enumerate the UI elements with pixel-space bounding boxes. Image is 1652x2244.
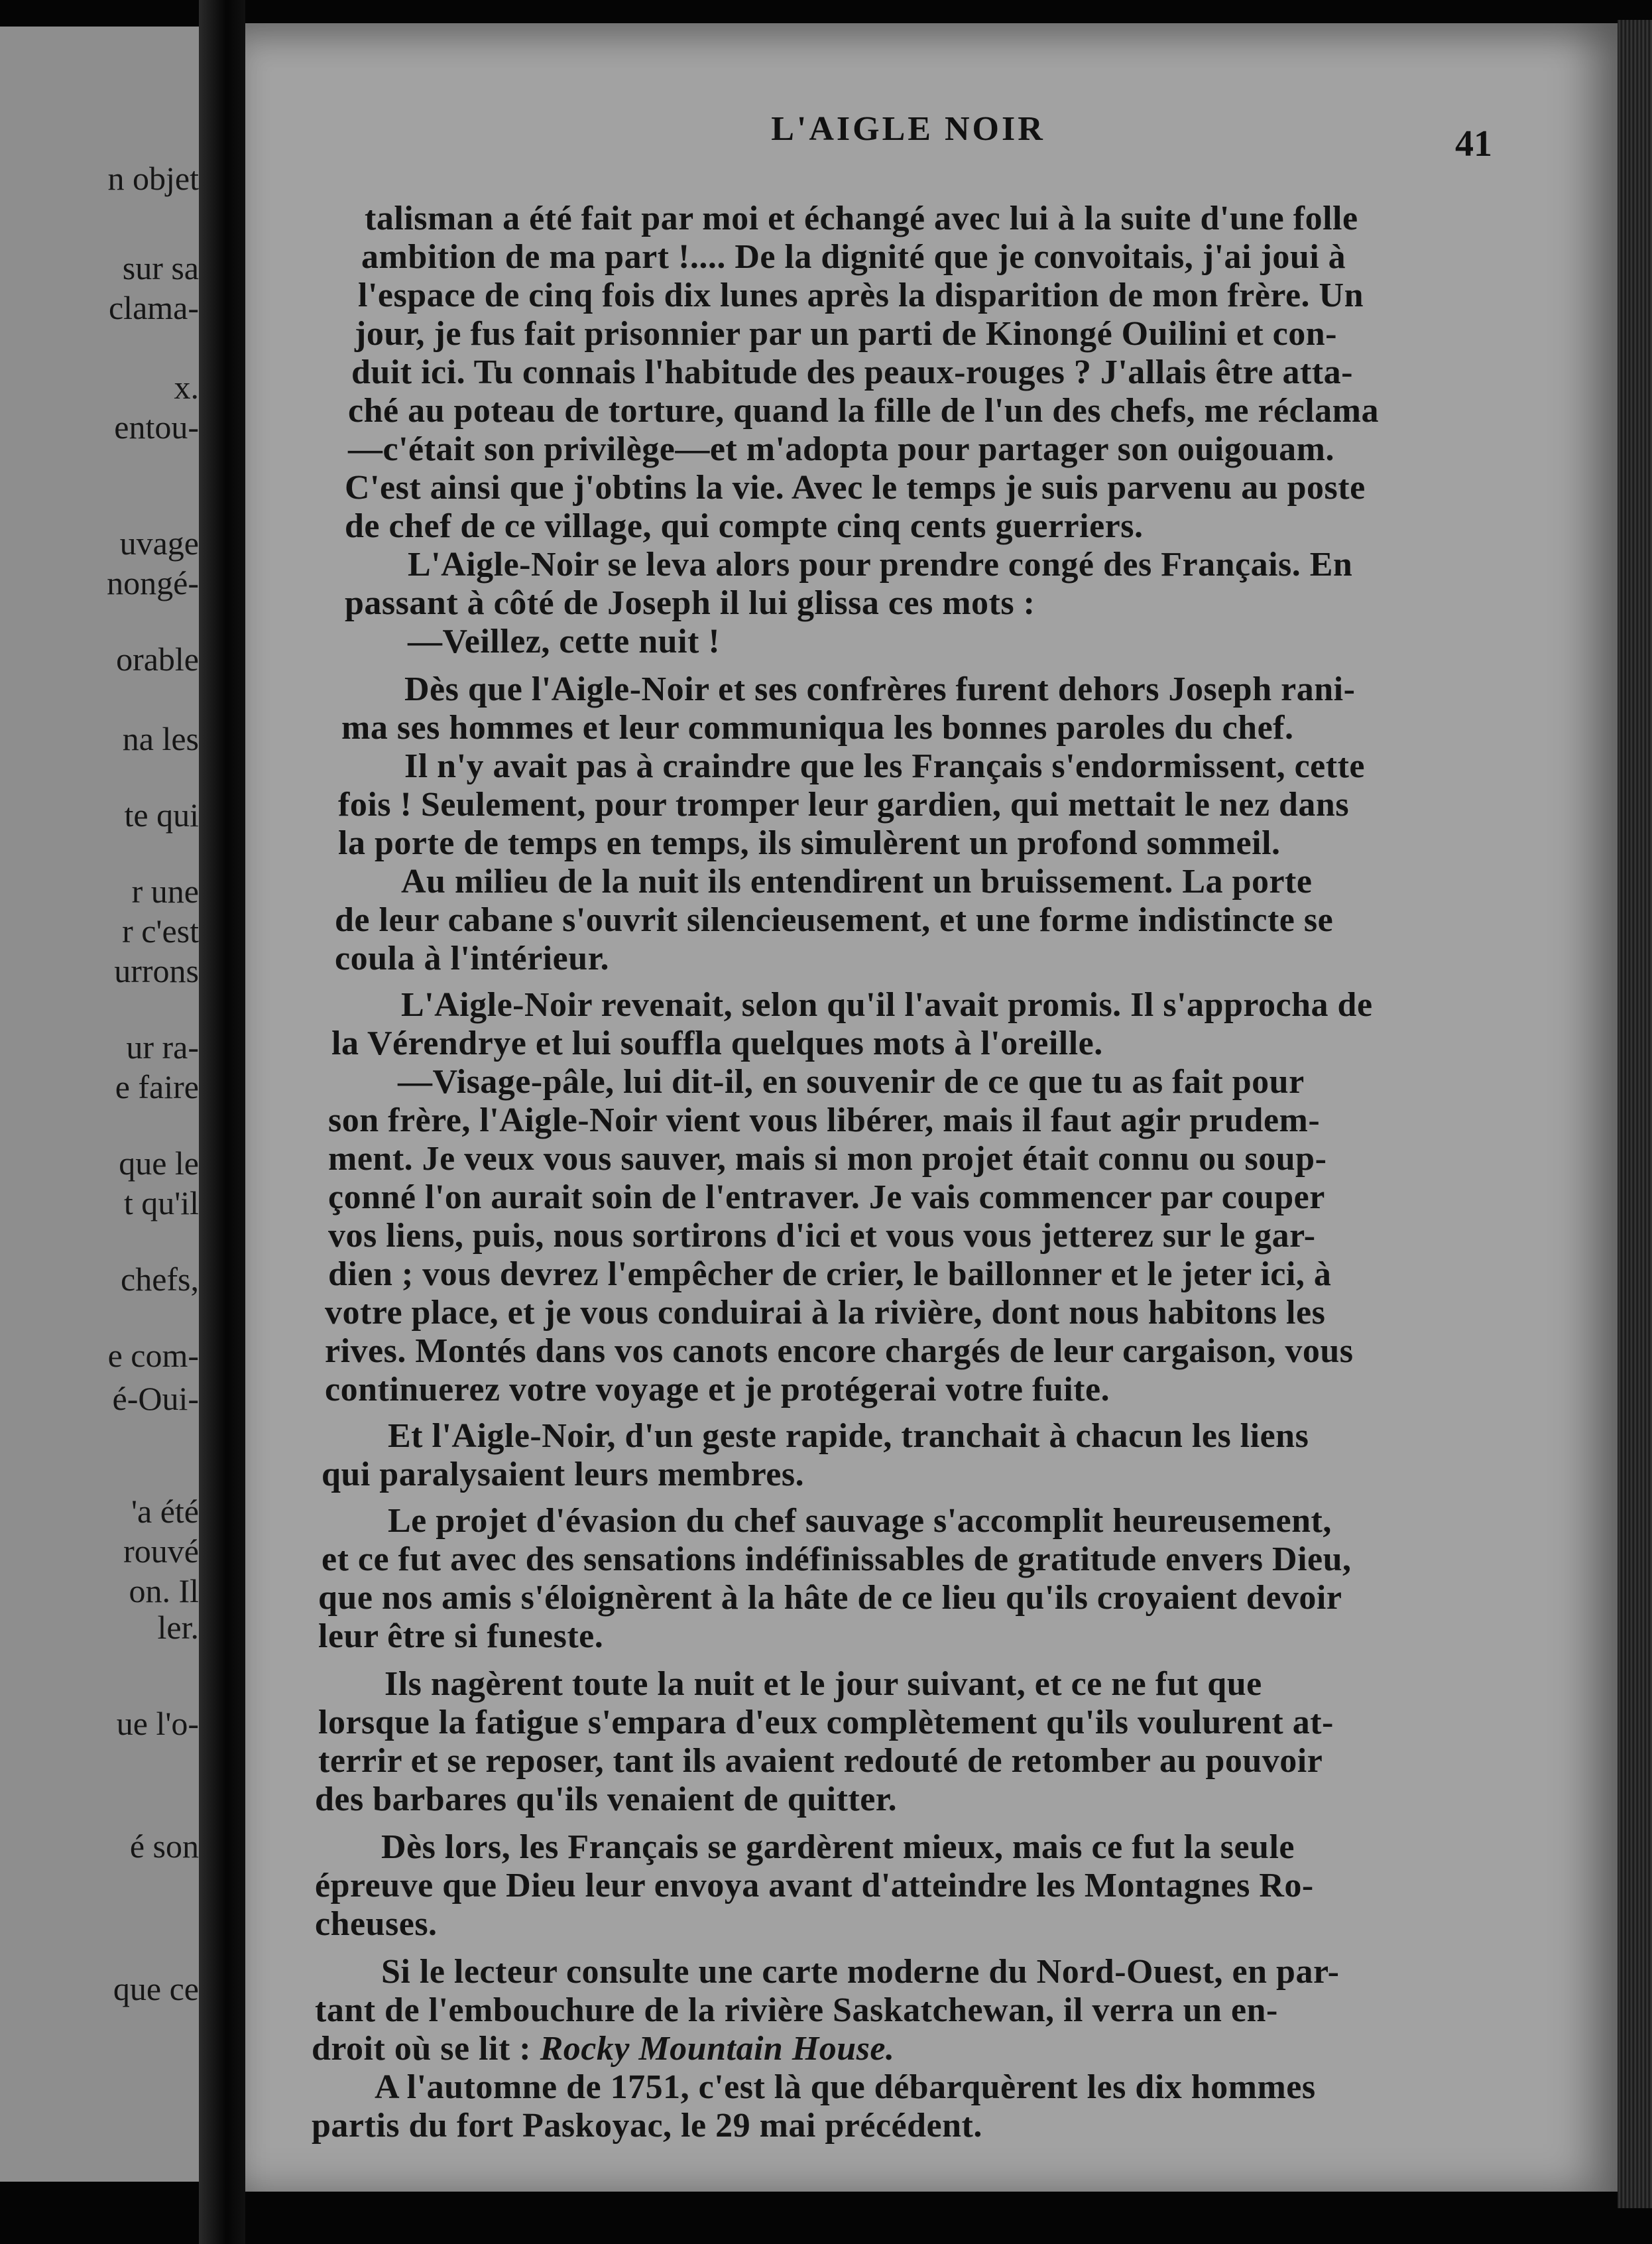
text-line: partis du fort Paskoyac, le 29 mai précédent. bbox=[312, 2107, 982, 2145]
left-fragment: ur ra- bbox=[126, 1028, 199, 1066]
text-line: rives. Montés dans vos canots encore chargés de leur cargaison, vous bbox=[325, 1332, 1354, 1370]
text-line: duit ici. Tu connais l'habitude des peaux-rouges ? J'allais être atta- bbox=[351, 353, 1353, 391]
text-line: vos liens, puis, nous sortirons d'ici et vous vous jetterez sur le gar- bbox=[328, 1217, 1316, 1255]
left-fragment: na les bbox=[122, 720, 199, 757]
text-line: Il n'y avait pas à craindre que les Français s'endormissent, cette bbox=[404, 747, 1365, 785]
text-line: Dès lors, les Français se gardèrent mieux, mais ce fut la seule bbox=[381, 1828, 1295, 1866]
left-fragment: é son bbox=[129, 1828, 199, 1865]
text-line: qui paralysaient leurs membres. bbox=[322, 1456, 805, 1493]
running-head: L'AIGLE NOIR bbox=[771, 110, 1045, 148]
text-line: la Vérendrye et lui souffla quelques mots à l'oreille. bbox=[331, 1025, 1103, 1062]
left-fragment: x. bbox=[174, 369, 199, 406]
text-line: Ils nagèrent toute la nuit et le jour suivant, et ce ne fut que bbox=[384, 1665, 1262, 1703]
text-line: de chef de ce village, qui compte cinq cents guerriers. bbox=[345, 507, 1144, 545]
text-line: —Veillez, cette nuit ! bbox=[408, 623, 721, 660]
text-line: A l'automne de 1751, c'est là que débarquèrent les dix hommes bbox=[375, 2068, 1316, 2106]
text-line: coula à l'intérieur. bbox=[335, 940, 609, 977]
left-fragment: r une bbox=[131, 873, 199, 910]
left-fragment: ler. bbox=[157, 1609, 199, 1646]
text-line: jour, je fus fait prisonnier par un parti de Kinongé Ouilini et con- bbox=[355, 315, 1337, 353]
text-line: terrir et se reposer, tant ils avaient redouté de retomber au pouvoir bbox=[318, 1742, 1323, 1780]
text-line: L'Aigle-Noir revenait, selon qu'il l'avait promis. Il s'approcha de bbox=[401, 986, 1373, 1024]
text-line: Dès que l'Aigle-Noir et ses confrères furent dehors Joseph rani- bbox=[404, 670, 1356, 708]
page-number: 41 bbox=[1455, 123, 1492, 164]
text-line: L'Aigle-Noir se leva alors pour prendre congé des Français. En bbox=[408, 546, 1353, 584]
text-line: çonné l'on aurait soin de l'entraver. Je vais commencer par couper bbox=[328, 1178, 1325, 1216]
text-line: ment. Je veux vous sauver, mais si mon projet était connu ou soup- bbox=[328, 1140, 1327, 1178]
left-fragment: clama- bbox=[108, 289, 199, 326]
left-fragment: entou- bbox=[114, 408, 199, 446]
left-fragment: t qu'il bbox=[123, 1184, 199, 1221]
left-fragment: urrons bbox=[114, 952, 199, 989]
left-fragment: chefs, bbox=[121, 1261, 199, 1298]
text-line: C'est ainsi que j'obtins la vie. Avec le temps je suis parvenu au poste bbox=[345, 469, 1366, 507]
left-fragment: nongé- bbox=[107, 564, 199, 601]
left-facing-page bbox=[0, 27, 199, 2182]
text-line: fois ! Seulement, pour tromper leur gardien, qui mettait le nez dans bbox=[338, 786, 1350, 824]
left-fragment: é-Oui- bbox=[112, 1380, 199, 1417]
text-line: cheuses. bbox=[315, 1905, 438, 1943]
text-line: leur être si funeste. bbox=[318, 1617, 604, 1655]
text-line: votre place, et je vous conduirai à la rivière, dont nous habitons les bbox=[325, 1294, 1326, 1332]
left-fragment: 'a été bbox=[131, 1493, 199, 1530]
left-fragment: te qui bbox=[124, 796, 199, 834]
text-line: Le projet d'évasion du chef sauvage s'accomplit heureusement, bbox=[388, 1502, 1332, 1540]
text-line: et ce fut avec des sensations indéfinissables de gratitude envers Dieu, bbox=[322, 1540, 1352, 1578]
text-line: son frère, l'Aigle-Noir vient vous libérer, mais il faut agir prudem- bbox=[328, 1101, 1321, 1139]
left-fragment: e faire bbox=[115, 1068, 199, 1105]
text-line: ambition de ma part !.... De la dignité que je convoitais, j'ai joui à bbox=[361, 238, 1346, 276]
text-line: passant à côté de Joseph il lui glissa ces mots : bbox=[345, 584, 1035, 622]
text-line: l'espace de cinq fois dix lunes après la disparition de mon frère. Un bbox=[358, 277, 1364, 314]
text-line: tant de l'embouchure de la rivière Saskatchewan, il verra un en- bbox=[315, 1991, 1278, 2029]
text-line: continuerez votre voyage et je protégerai votre fuite. bbox=[325, 1371, 1110, 1408]
book-gutter bbox=[199, 0, 245, 2244]
text-line: ma ses hommes et leur communiqua les bonnes paroles du chef. bbox=[341, 709, 1294, 747]
left-fragment: r c'est bbox=[122, 912, 199, 950]
right-page bbox=[245, 23, 1618, 2192]
left-fragment: ue l'o- bbox=[116, 1705, 199, 1742]
text-line: —Visage-pâle, lui dit-il, en souvenir de ce que tu as fait pour bbox=[398, 1063, 1305, 1101]
place-name-italic: Rocky Mountain House. bbox=[540, 2030, 895, 2068]
left-fragment: rouvé bbox=[123, 1532, 199, 1570]
left-fragment: que le bbox=[119, 1145, 199, 1182]
left-fragment: sur sa bbox=[122, 249, 199, 286]
left-fragment: e com- bbox=[107, 1337, 199, 1374]
left-fragment: que ce bbox=[113, 1970, 199, 2007]
text-line-lead: droit où se lit : bbox=[312, 2030, 532, 2068]
text-line: lorsque la fatigue s'empara d'eux complètement qu'ils voulurent at- bbox=[318, 1704, 1334, 1741]
text-line: que nos amis s'éloignèrent à la hâte de ce lieu qu'ils croyaient devoir bbox=[318, 1579, 1342, 1617]
text-line: —c'était son privilège—et m'adopta pour partager son ouigouam. bbox=[348, 430, 1334, 468]
text-line: ché au poteau de torture, quand la fille de l'un des chefs, me réclama bbox=[348, 392, 1379, 430]
left-fragment: n objet bbox=[107, 160, 199, 197]
text-line: des barbares qu'ils venaient de quitter. bbox=[315, 1780, 898, 1818]
page-stack-edge bbox=[1618, 20, 1652, 2208]
text-line: dien ; vous devrez l'empêcher de crier, le baillonner et le jeter ici, à bbox=[328, 1255, 1332, 1293]
text-line: la porte de temps en temps, ils simulèrent un profond sommeil. bbox=[338, 824, 1281, 862]
text-line: de leur cabane s'ouvrit silencieusement, et une forme indistincte se bbox=[335, 901, 1334, 939]
text-line: Si le lecteur consulte une carte moderne du Nord-Ouest, en par- bbox=[381, 1953, 1340, 1991]
left-fragment: uvage bbox=[119, 525, 199, 562]
text-line: Et l'Aigle-Noir, d'un geste rapide, tranchait à chacun les liens bbox=[388, 1417, 1309, 1455]
text-line: talisman a été fait par moi et échangé avec lui à la suite d'une folle bbox=[365, 200, 1358, 237]
text-line: épreuve que Dieu leur envoya avant d'atteindre les Montagnes Ro- bbox=[315, 1867, 1314, 1904]
text-line: Au milieu de la nuit ils entendirent un bruissement. La porte bbox=[401, 863, 1313, 901]
left-fragment: orable bbox=[116, 641, 199, 678]
left-fragment: on. Il bbox=[129, 1572, 199, 1609]
text-line bbox=[312, 2029, 895, 2068]
